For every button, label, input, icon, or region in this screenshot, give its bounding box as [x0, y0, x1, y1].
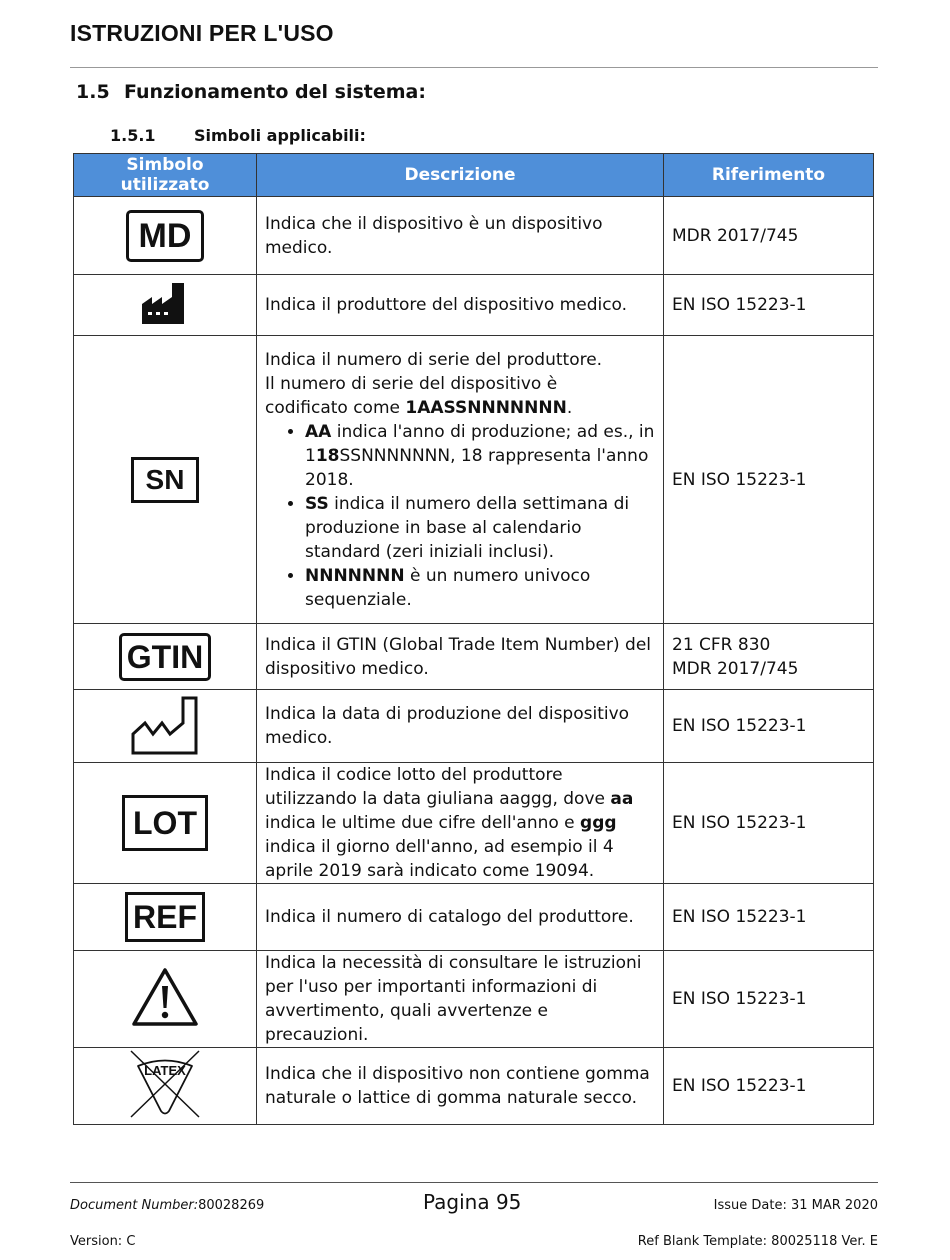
list-item	[305, 564, 655, 612]
symbols-table	[73, 153, 874, 1125]
symbol-cell	[74, 951, 257, 1048]
subsection-heading	[110, 126, 366, 145]
header-symbol: Simbolo utilizzato	[74, 154, 257, 197]
header-description: Descrizione	[257, 154, 664, 197]
table-header-row	[74, 154, 874, 197]
sn-description-intro: Indica il numero di serie del produttore.	[265, 349, 603, 370]
table-row	[74, 763, 874, 884]
reference-cell: MDR 2017/745	[664, 197, 874, 275]
sn-format-code: 1AASSNNNNNNN	[405, 397, 567, 418]
document-number-value: 80028269	[198, 1198, 265, 1213]
sn-description-line3	[265, 396, 655, 420]
md-box-icon: MD	[126, 210, 205, 262]
sn-bullet-list	[265, 420, 655, 612]
page-number: Pagina 95	[423, 1190, 522, 1214]
bullet-text: indica il numero della settimana di produzione in base al calendario standard (zeri iniziali inclusi).	[305, 493, 630, 562]
list-item	[305, 492, 655, 564]
reference-cell: EN ISO 15223-1	[664, 336, 874, 624]
footer-divider	[70, 1182, 878, 1183]
document-number-label: Document Number:	[70, 1198, 199, 1213]
symbol-cell	[74, 690, 257, 763]
document-number	[70, 1198, 264, 1213]
description-cell	[257, 336, 664, 624]
description-cell: Indica la necessità di consultare le istruzioni per l'uso per importanti informazioni di avvertimento, quali avvertenze e precauzioni.	[257, 951, 664, 1048]
reference-line: 21 CFR 830	[672, 634, 771, 655]
section-number: 1.5	[76, 81, 110, 103]
symbol-cell	[74, 1048, 257, 1125]
ref-box-icon: REF	[125, 892, 205, 942]
header-reference: Riferimento	[664, 154, 874, 197]
description-cell: Indica il produttore del dispositivo medico.	[257, 275, 664, 336]
bullet-bold: SS	[305, 493, 329, 514]
reference-cell	[664, 624, 874, 690]
lot-desc-pre: Indica il codice lotto del produttore utilizzando la data giuliana aaggg, dove	[265, 765, 611, 809]
lot-desc-bold: aa	[610, 789, 634, 809]
symbol-cell	[74, 763, 257, 884]
latex-icon-text: LATEX	[144, 1062, 186, 1078]
reference-cell: EN ISO 15223-1	[664, 690, 874, 763]
table-row	[74, 624, 874, 690]
symbol-cell	[74, 884, 257, 951]
symbol-cell	[74, 624, 257, 690]
description-cell: Indica la data di produzione del dispositivo medico.	[257, 690, 664, 763]
symbol-cell	[74, 336, 257, 624]
sn-description-line2: Il numero di serie del dispositivo è	[265, 373, 558, 394]
reference-line: MDR 2017/745	[672, 658, 799, 679]
lot-desc-mid: indica le ultime due cifre dell'anno e	[265, 813, 581, 833]
sn-line3-pre: codificato come	[265, 397, 406, 418]
description-cell: Indica il numero di catalogo del produttore.	[257, 884, 664, 951]
bullet-bold: NNNNNNN	[305, 565, 405, 586]
reference-cell: EN ISO 15223-1	[664, 763, 874, 884]
bullet-bold: AA	[305, 421, 332, 442]
symbol-cell	[74, 197, 257, 275]
subsection-number: 1.5.1	[110, 126, 156, 145]
description-cell: Indica il GTIN (Global Trade Item Number) del dispositivo medico.	[257, 624, 664, 690]
subsection-title: Simboli applicabili:	[194, 126, 366, 145]
table-row	[74, 1048, 874, 1125]
sn-box-icon: SN	[131, 457, 200, 503]
table-row	[74, 336, 874, 624]
table-row	[74, 884, 874, 951]
header-divider	[70, 67, 878, 68]
manufacturer-icon	[140, 280, 190, 326]
reference-cell: EN ISO 15223-1	[664, 275, 874, 336]
template-reference: Ref Blank Template: 80025118 Ver. E	[637, 1234, 878, 1249]
table-row	[74, 197, 874, 275]
date-of-manufacture-icon	[129, 692, 201, 756]
table-row	[74, 690, 874, 763]
description-cell: Indica che il dispositivo è un dispositivo medico.	[257, 197, 664, 275]
table-row	[74, 951, 874, 1048]
symbol-cell	[74, 275, 257, 336]
version: Version: C	[70, 1234, 136, 1249]
caution-warning-icon	[130, 966, 200, 1028]
section-title: Funzionamento del sistema:	[124, 81, 426, 103]
description-cell	[257, 763, 664, 884]
table-row	[74, 275, 874, 336]
bullet-text: SSNNNNNNN, 18 rappresenta l'anno 2018.	[305, 445, 649, 490]
latex-free-icon	[125, 1049, 205, 1119]
issue-date: Issue Date: 31 MAR 2020	[713, 1198, 878, 1213]
bullet-bold: 18	[315, 445, 340, 466]
reference-cell: EN ISO 15223-1	[664, 1048, 874, 1125]
document-title: ISTRUZIONI PER L'USO	[70, 20, 334, 46]
reference-cell: EN ISO 15223-1	[664, 884, 874, 951]
bullet-text: è un numero univoco sequenziale.	[305, 565, 591, 610]
bullet-text: indica l'anno di produzione; ad es., in 1	[305, 421, 655, 466]
section-heading	[76, 81, 426, 103]
lot-desc-bold: ggg	[580, 813, 617, 833]
lot-box-icon: LOT	[122, 795, 208, 851]
lot-desc-post: indica il giorno dell'anno, ad esempio il 4 aprile 2019 sarà indicato come 19094.	[265, 837, 614, 881]
description-cell: Indica che il dispositivo non contiene gomma naturale o lattice di gomma naturale secco.	[257, 1048, 664, 1125]
list-item	[305, 420, 655, 492]
gtin-box-icon: GTIN	[119, 633, 211, 681]
sn-line3-post: .	[566, 397, 573, 418]
reference-cell: EN ISO 15223-1	[664, 951, 874, 1048]
